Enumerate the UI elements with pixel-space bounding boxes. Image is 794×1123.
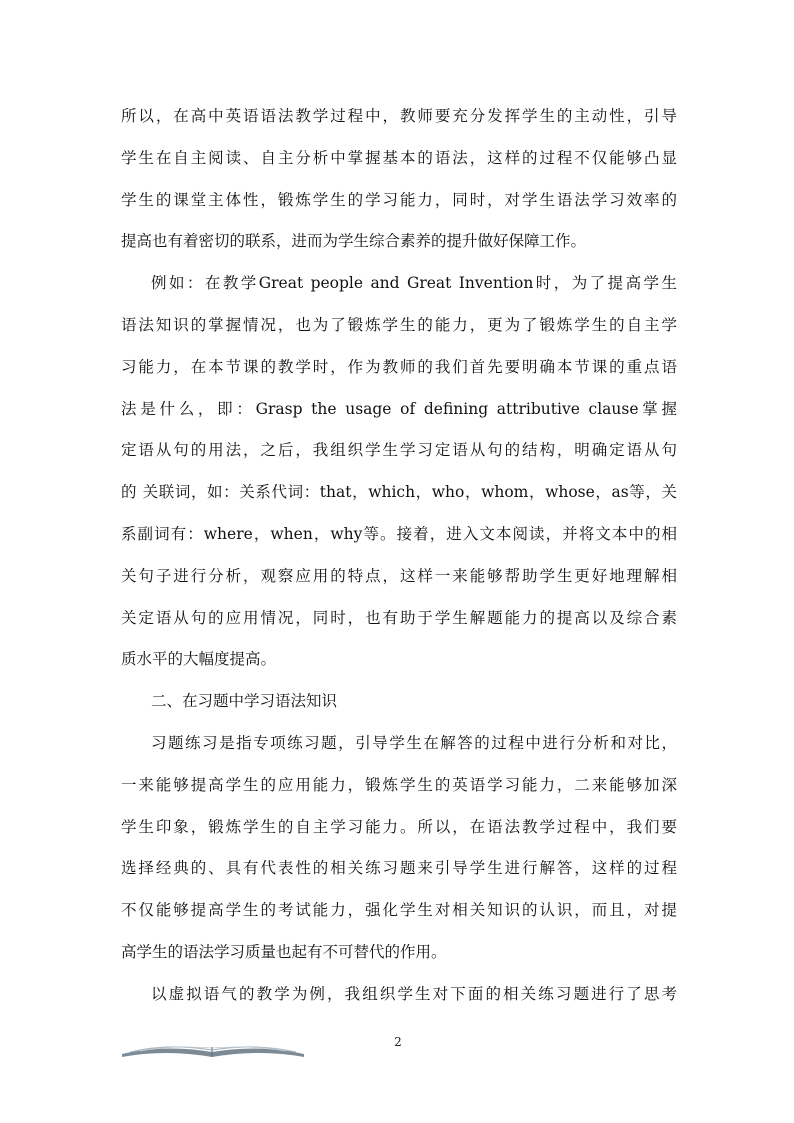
text-line: 法是什么，即：Grasp the usage of defining attributive clause掌握 xyxy=(121,399,677,418)
text-line: 的 关联词，如：关系代词：that，which，who，whom，whose，as等，关 xyxy=(121,483,677,502)
text-line: 选择经典的、具有代表性的相关练习题来引导学生进行解答，这样的过程 xyxy=(121,859,677,878)
text-line: 习能力，在本节课的教学时，作为教师的我们首先要明确本节课的重点语 xyxy=(121,357,677,376)
paragraph-3 xyxy=(121,723,677,974)
paragraph-1 xyxy=(121,96,677,263)
section-heading: 二、在习题中学习语法知识 xyxy=(151,692,338,711)
text-line: 例如：在教学Great people and Great Invention时，为了提高学生 xyxy=(151,274,677,293)
text-line: 提高也有着密切的联系，进而为学生综合素养的提升做好保障工作。 xyxy=(121,232,587,251)
text-line: 学生在自主阅读、自主分析中掌握基本的语法，这样的过程不仅能够凸显 xyxy=(121,148,677,167)
text-line: 系副词有：where，when，why等。接着，进入文本阅读，并将文本中的相 xyxy=(121,524,677,543)
text-line: 所以，在高中英语语法教学过程中，教师要充分发挥学生的主动性，引导 xyxy=(121,107,677,125)
text-line: 学生印象，锻炼学生的自主学习能力。所以，在语法教学过程中，我们要 xyxy=(121,817,677,836)
text-line: 习题练习是指专项练习题，引导学生在解答的过程中进行分析和对比， xyxy=(151,733,677,752)
open-book-icon xyxy=(120,1040,306,1060)
text-line: 高学生的语法学习质量也起有不可替代的作用。 xyxy=(121,942,447,961)
text-line: 质水平的大幅度提高。 xyxy=(121,650,277,669)
paragraph-2 xyxy=(121,263,677,681)
text-line: 定语从句的用法，之后，我组织学生学习定语从句的结构，明确定语从句 xyxy=(121,441,677,460)
text-line: 语法知识的掌握情况，也为了锻炼学生的能力，更为了锻炼学生的自主学 xyxy=(121,315,677,334)
text-line: 一来能够提高学生的应用能力，锻炼学生的英语学习能力，二来能够加深 xyxy=(121,775,677,794)
body-text xyxy=(121,96,677,1016)
text-line: 不仅能够提高学生的考试能力，强化学生对相关知识的认识，而且，对提 xyxy=(121,901,677,920)
paragraph-4 xyxy=(121,974,677,1016)
text-line: 以虚拟语气的教学为例，我组织学生对下面的相关练习题进行了思考 xyxy=(151,984,677,1003)
page-number: 2 xyxy=(394,1035,402,1049)
text-line: 关句子进行分析，观察应用的特点，这样一来能够帮助学生更好地理解相 xyxy=(121,566,677,585)
text-line: 学生的课堂主体性，锻炼学生的学习能力，同时，对学生语法学习效率的 xyxy=(121,190,677,209)
text-line: 关定语从句的应用情况，同时，也有助于学生解题能力的提高以及综合素 xyxy=(121,608,677,627)
